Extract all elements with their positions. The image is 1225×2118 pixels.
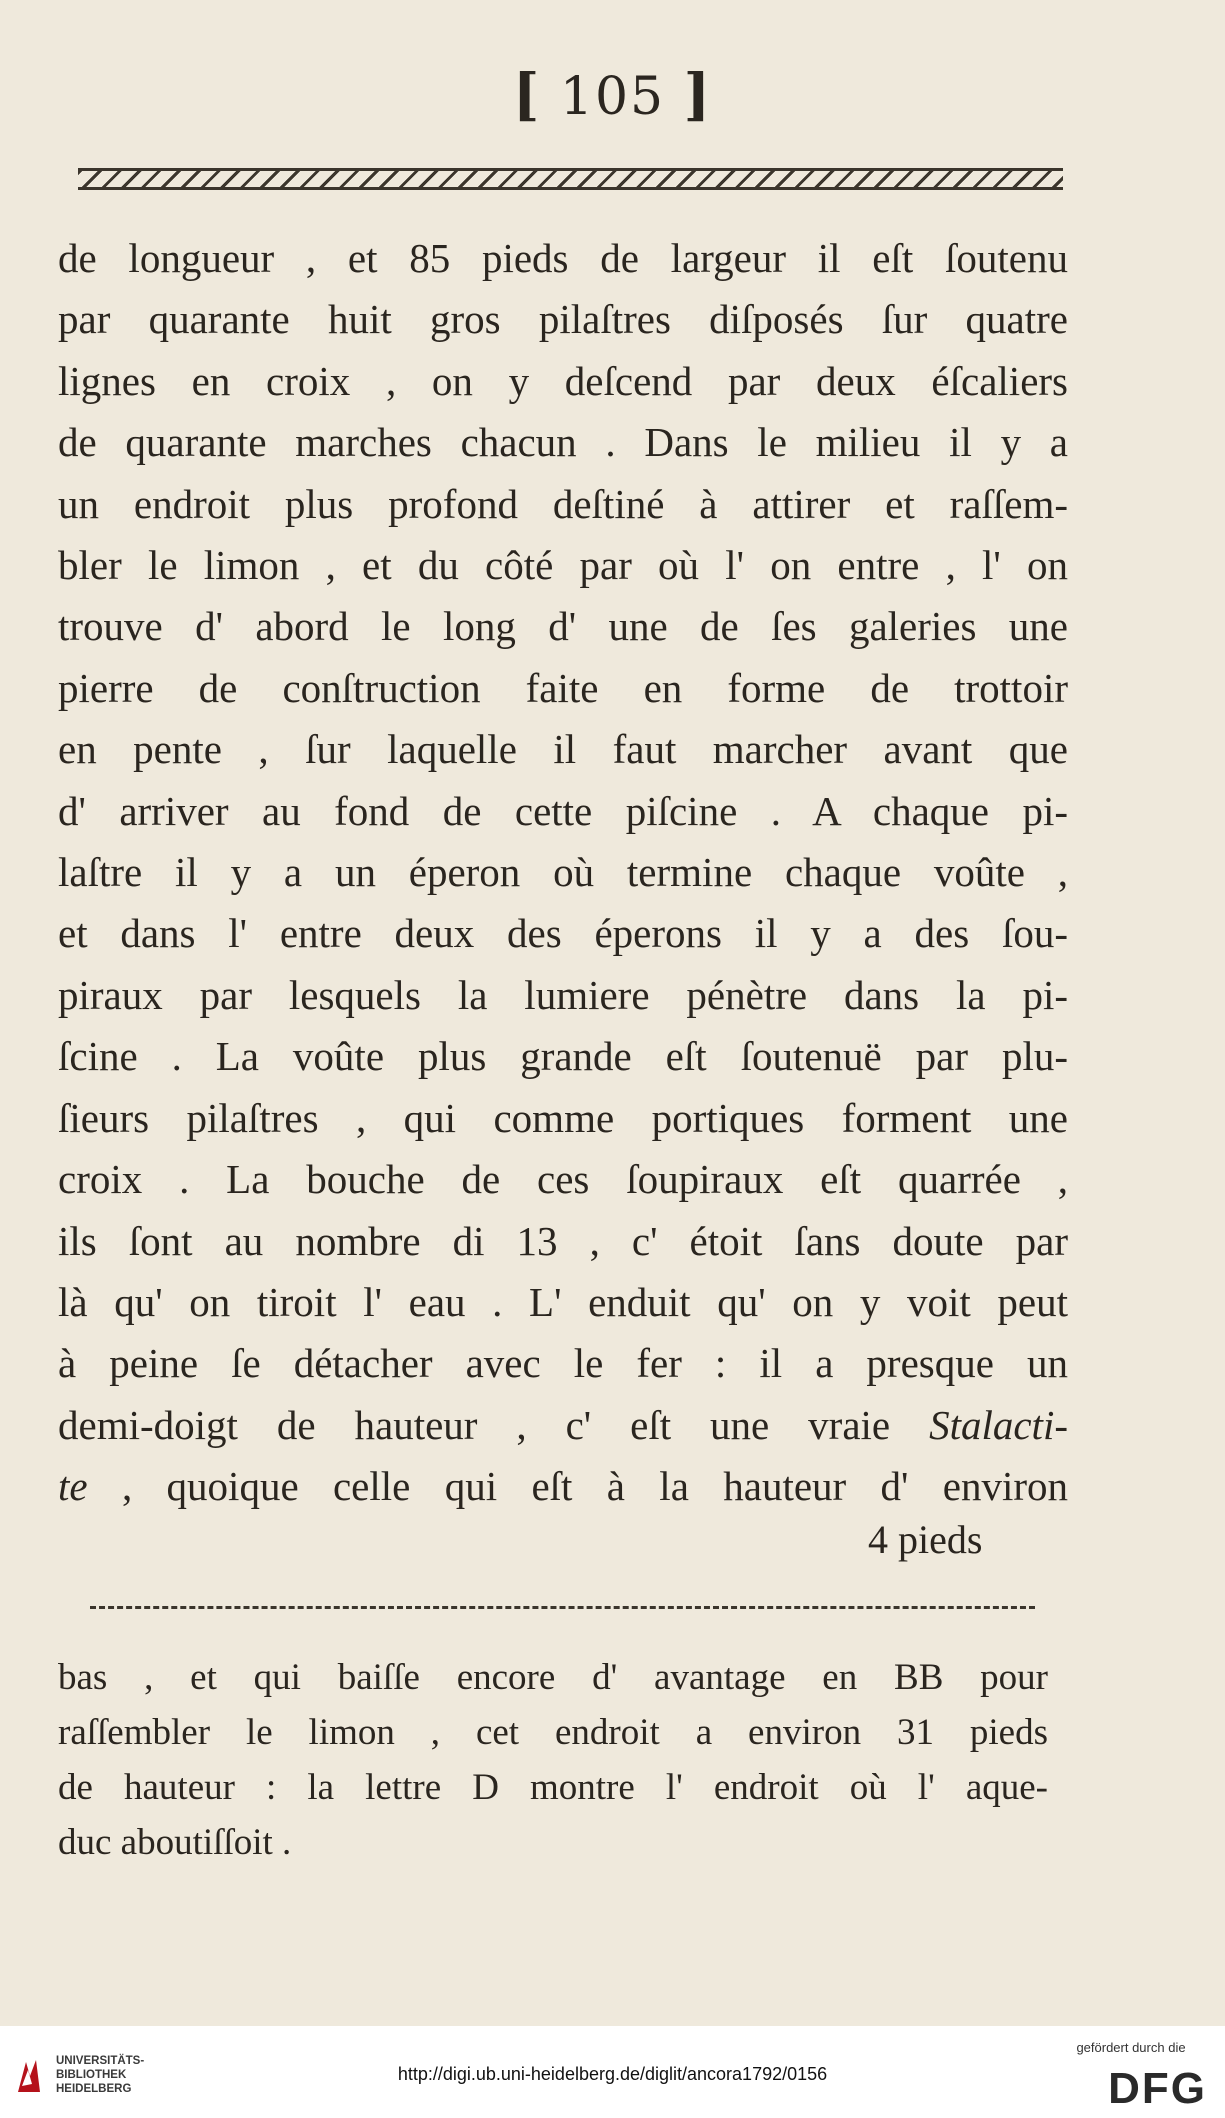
text-line: ſcine . La voûte plus grande eſt ſoutenuë par plu- (58, 1033, 1068, 1080)
text-line-with-italic (58, 1395, 1068, 1456)
text-line: d' arriver au fond de cette piſcine . A chaque pi- (58, 787, 1068, 834)
left-bracket-ornament: [ (512, 62, 542, 128)
catchword: 4 pieds (868, 1517, 983, 1562)
text-line: pierre de conſtruction faite en forme de trottoir (58, 664, 1068, 711)
text-line: piraux par lesquels la lumiere pénètre dans la pi- (58, 971, 1068, 1018)
text-line: un endroit plus profond deſtiné à attirer et raſſem- (58, 480, 1068, 527)
permalink-url[interactable]: http://digi.ub.uni-heidelberg.de/diglit/ancora1792/0156 (397, 2064, 828, 2084)
note-text (58, 1650, 1048, 1870)
note-line: raſſembler le limon , cet endroit a environ 31 pieds (58, 1712, 1048, 1753)
text-line: de longueur , et 85 pieds de largeur il eſt ſoutenu (58, 235, 1068, 281)
text-line: par quarante huit gros pilaſtres diſposés ſur quatre (58, 296, 1068, 343)
viewer-footer (0, 2026, 1225, 2118)
library-name: UNIVERSITÄTS- BIBLIOTHEK HEIDELBERG (56, 2055, 145, 2095)
text-line: trouve d' abord le long d' une de ſes galeries une (58, 603, 1068, 650)
text-line: à peine ſe détacher avec le fer : il a presque un (58, 1340, 1068, 1387)
text-line: croix . La bouche de ces ſoupiraux eſt quarrée , (58, 1156, 1068, 1203)
text-line-rest: , quoique celle qui eſt à la hauteur d' environ (121, 1463, 1069, 1510)
ornamental-rule (78, 168, 1063, 190)
italic-term: Stalacti- (929, 1401, 1068, 1448)
text-line-with-italic (58, 1456, 1068, 1517)
note-line: bas , et qui baiſſe encore d' avantage en BB pour (58, 1657, 1048, 1698)
text-line: laſtre il y a un éperon où termine chaque voûte , (58, 849, 1068, 896)
text-line: en pente , ſur laquelle il faut marcher avant que (58, 726, 1068, 773)
text-line: bler le limon , et du côté par où l' on entre , l' on (58, 542, 1068, 589)
funded-by-label: gefördert durch die (1076, 2040, 1186, 2055)
text-line-start: demi-doigt de hauteur , c' eſt une vraie (58, 1401, 891, 1448)
text-line: là qu' on tiroit l' eau . L' enduit qu' on y voit peut (58, 1278, 1068, 1325)
text-line: ſieurs pilaſtres , qui comme portiques forment une (58, 1094, 1068, 1141)
italic-term-end: te (58, 1463, 88, 1510)
note-line: duc aboutiſſoit . (58, 1822, 292, 1863)
main-text (58, 228, 1068, 1518)
dfg-logo: DFG (1108, 2064, 1207, 2113)
note-line: de hauteur : la lettre D montre l' endroit où l' aque- (58, 1767, 1048, 1808)
footnote-rule (90, 1606, 1035, 1609)
text-line: lignes en croix , on y deſcend par deux éſcaliers (58, 357, 1068, 404)
page-number (0, 62, 1225, 128)
page-number-value: 105 (559, 67, 666, 127)
text-line: et dans l' entre deux des éperons il y a des ſou- (58, 910, 1068, 957)
text-line: ils ſont au nombre di 13 , c' étoit ſans doute par (58, 1217, 1068, 1264)
right-bracket-ornament: ] (683, 62, 713, 128)
text-line: de quarante marches chacun . Dans le milieu il y a (58, 419, 1068, 466)
